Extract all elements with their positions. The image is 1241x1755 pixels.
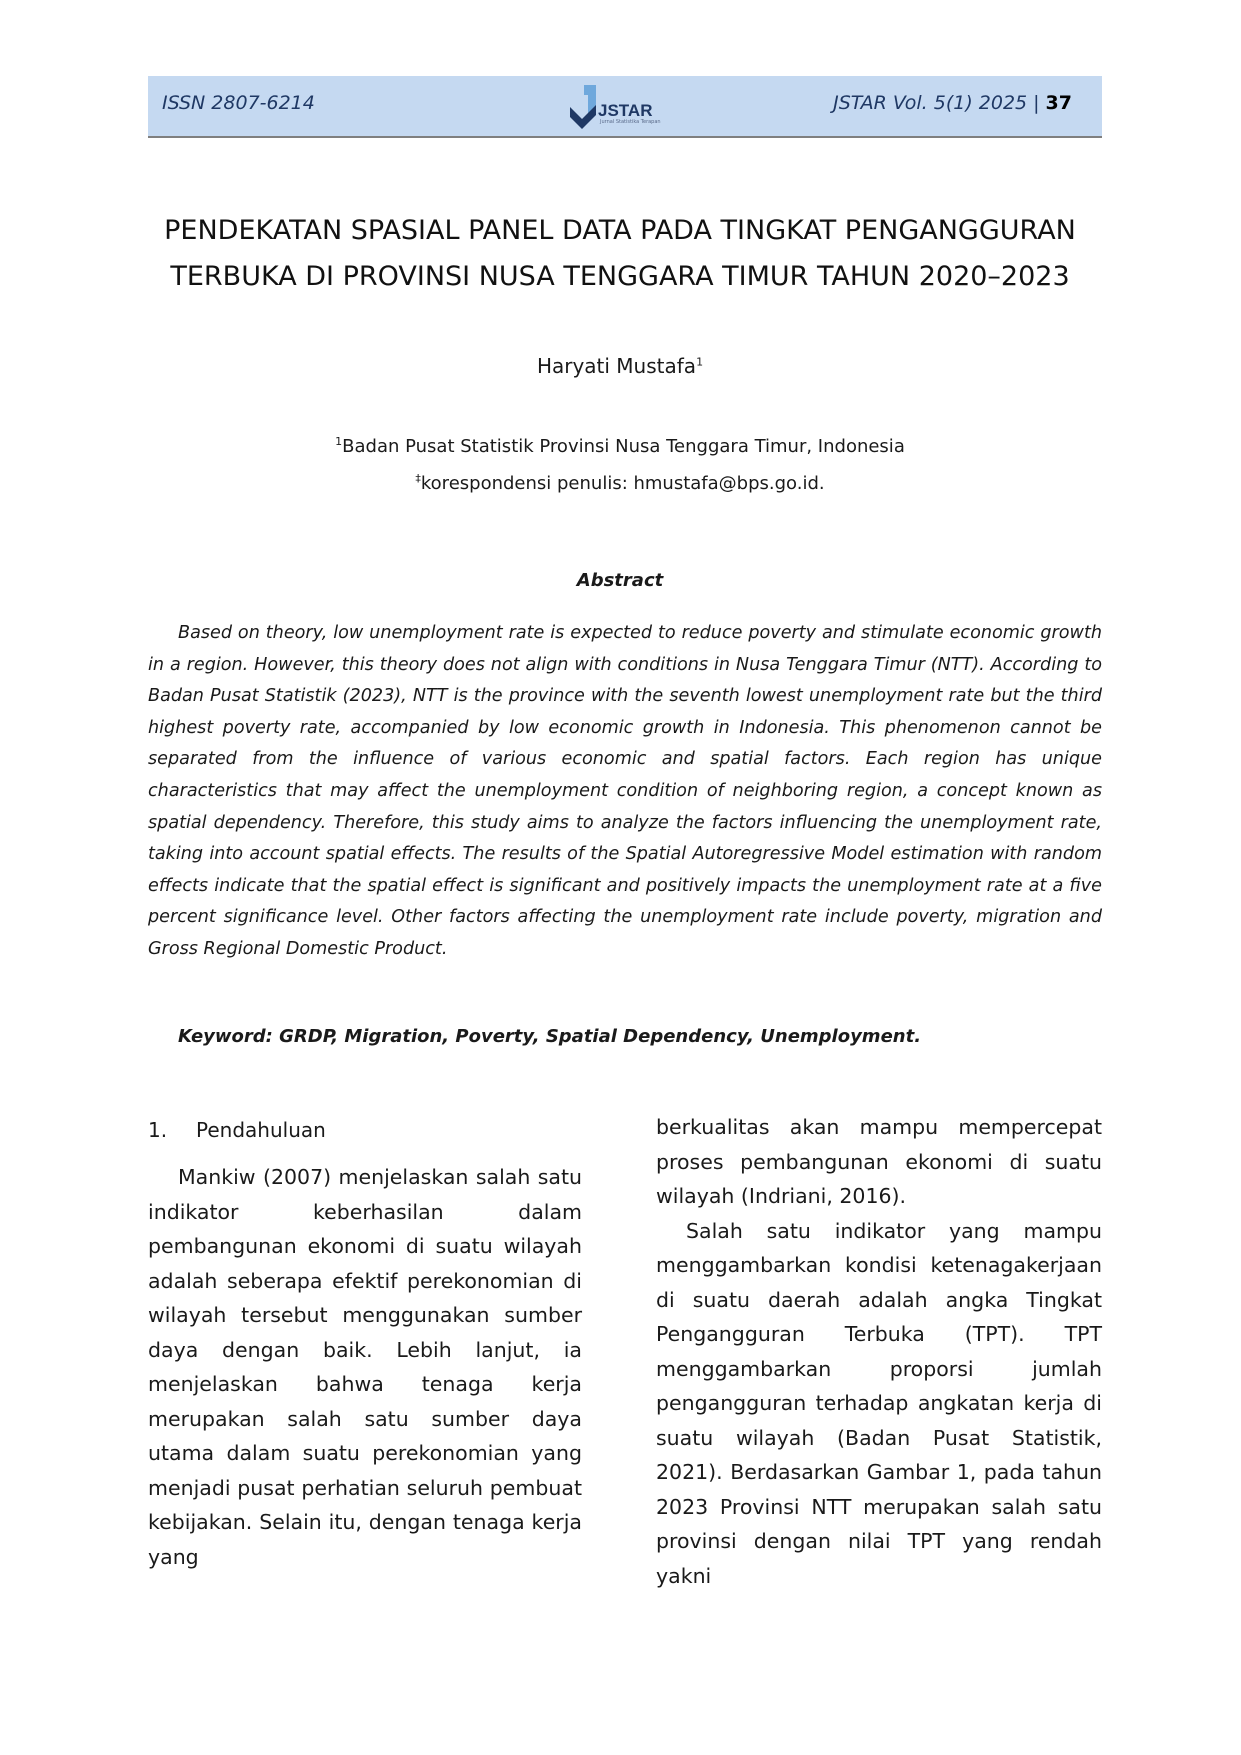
author-sup: 1 (696, 355, 704, 369)
issn: ISSN 2807-6214 (162, 92, 315, 114)
page-number: 37 (1045, 92, 1072, 114)
journal-info (833, 92, 1072, 114)
journal-header (148, 76, 1102, 138)
journal-volume: JSTAR Vol. 5(1) 2025 (833, 92, 1028, 114)
affiliation-text: Badan Pusat Statistik Provinsi Nusa Tenggara Timur, Indonesia (342, 436, 905, 457)
header-separator: | (1033, 92, 1040, 114)
abstract-heading: Abstract (576, 570, 664, 591)
paper-title: PENDEKATAN SPASIAL PANEL DATA PADA TINGKAT PENGANGGURAN TERBUKA DI PROVINSI NUSA TENGGARA TIMUR TAHUN 2020–2023 (164, 215, 1076, 292)
paragraph: Mankiw (2007) menjelaskan salah satu indikator keberhasilan dalam pembangunan ekonomi di suatu wilayah adalah seberapa efektif perekonomian di wilayah tersebut menggunakan sumber daya dengan baik. Lebih lanjut, ia menjelaskan bahwa tenaga kerja merupakan salah satu sumber daya utama dalam suatu perekonomian yang menjadi pusat perhatian seluruh pembuat kebijakan. Selain itu, dengan tenaga kerja yang (148, 1165, 582, 1569)
logo-text: JSTAR (598, 101, 653, 120)
affiliation (150, 426, 1090, 500)
logo-subtitle: Jurnal Statistika Terapan (600, 119, 661, 125)
section-title: Pendahuluan (196, 1118, 326, 1142)
abstract-body: Based on theory, low unemployment rate is expected to reduce poverty and stimulate economic growth in a region. However, this theory does not align with conditions in Nusa Tenggara Timur (NTT). According to Badan Pusat Statistik (2023), NTT is the province with the seventh lowest unemployment rate but the third highest poverty rate, accompanied by low economic growth in Indonesia. This phenomenon cannot be separated from the influence of various economic and spatial factors. Each region has unique characteristics that may affect the unemployment condition of neighboring region, a concept known as spatial dependency. Therefore, this study aims to analyze the factors influencing the unemployment rate, taking into account spatial effects. The results of the Spatial Autoregressive Model estimation with random effects indicate that the spatial effect is significant and positively impacts the unemployment rate at a five percent significance level. Other factors affecting the unemployment rate include poverty, migration and Gross Regional Domestic Product. (148, 623, 1102, 959)
author (150, 354, 1090, 378)
paragraph: Salah satu indikator yang mampu menggambarkan kondisi ketenagakerjaan di suatu daerah adalah angka Tingkat Pengangguran Terbuka (TPT). TPT menggambarkan proporsi jumlah pengangguran terhadap angkatan kerja di suatu wilayah (Badan Pusat Statistik, 2021). Berdasarkan Gambar 1, pada tahun 2023 Provinsi NTT merupakan salah satu provinsi dengan nilai TPT yang rendah yakni (656, 1218, 1102, 1588)
keywords: Keyword: GRDP, Migration, Poverty, Spatial Dependency, Unemployment. (178, 1026, 922, 1047)
section-number: 1. (148, 1118, 168, 1142)
correspondence-sup: ‡ (415, 472, 421, 485)
jstar-logo (566, 81, 686, 133)
section-heading (148, 1118, 326, 1142)
correspondence-line (150, 463, 1090, 500)
paragraph: berkualitas akan mampu mempercepat proses pembangunan ekonomi di suatu wilayah (Indriani, 2016). (656, 1115, 1102, 1208)
author-name: Haryati Mustafa (536, 354, 697, 378)
left-column (148, 1160, 582, 1574)
right-column (656, 1110, 1102, 1593)
affiliation-line (150, 426, 1090, 463)
affiliation-sup: 1 (335, 435, 343, 448)
correspondence-text: korespondensi penulis: hmustafa@bps.go.id. (420, 473, 825, 494)
